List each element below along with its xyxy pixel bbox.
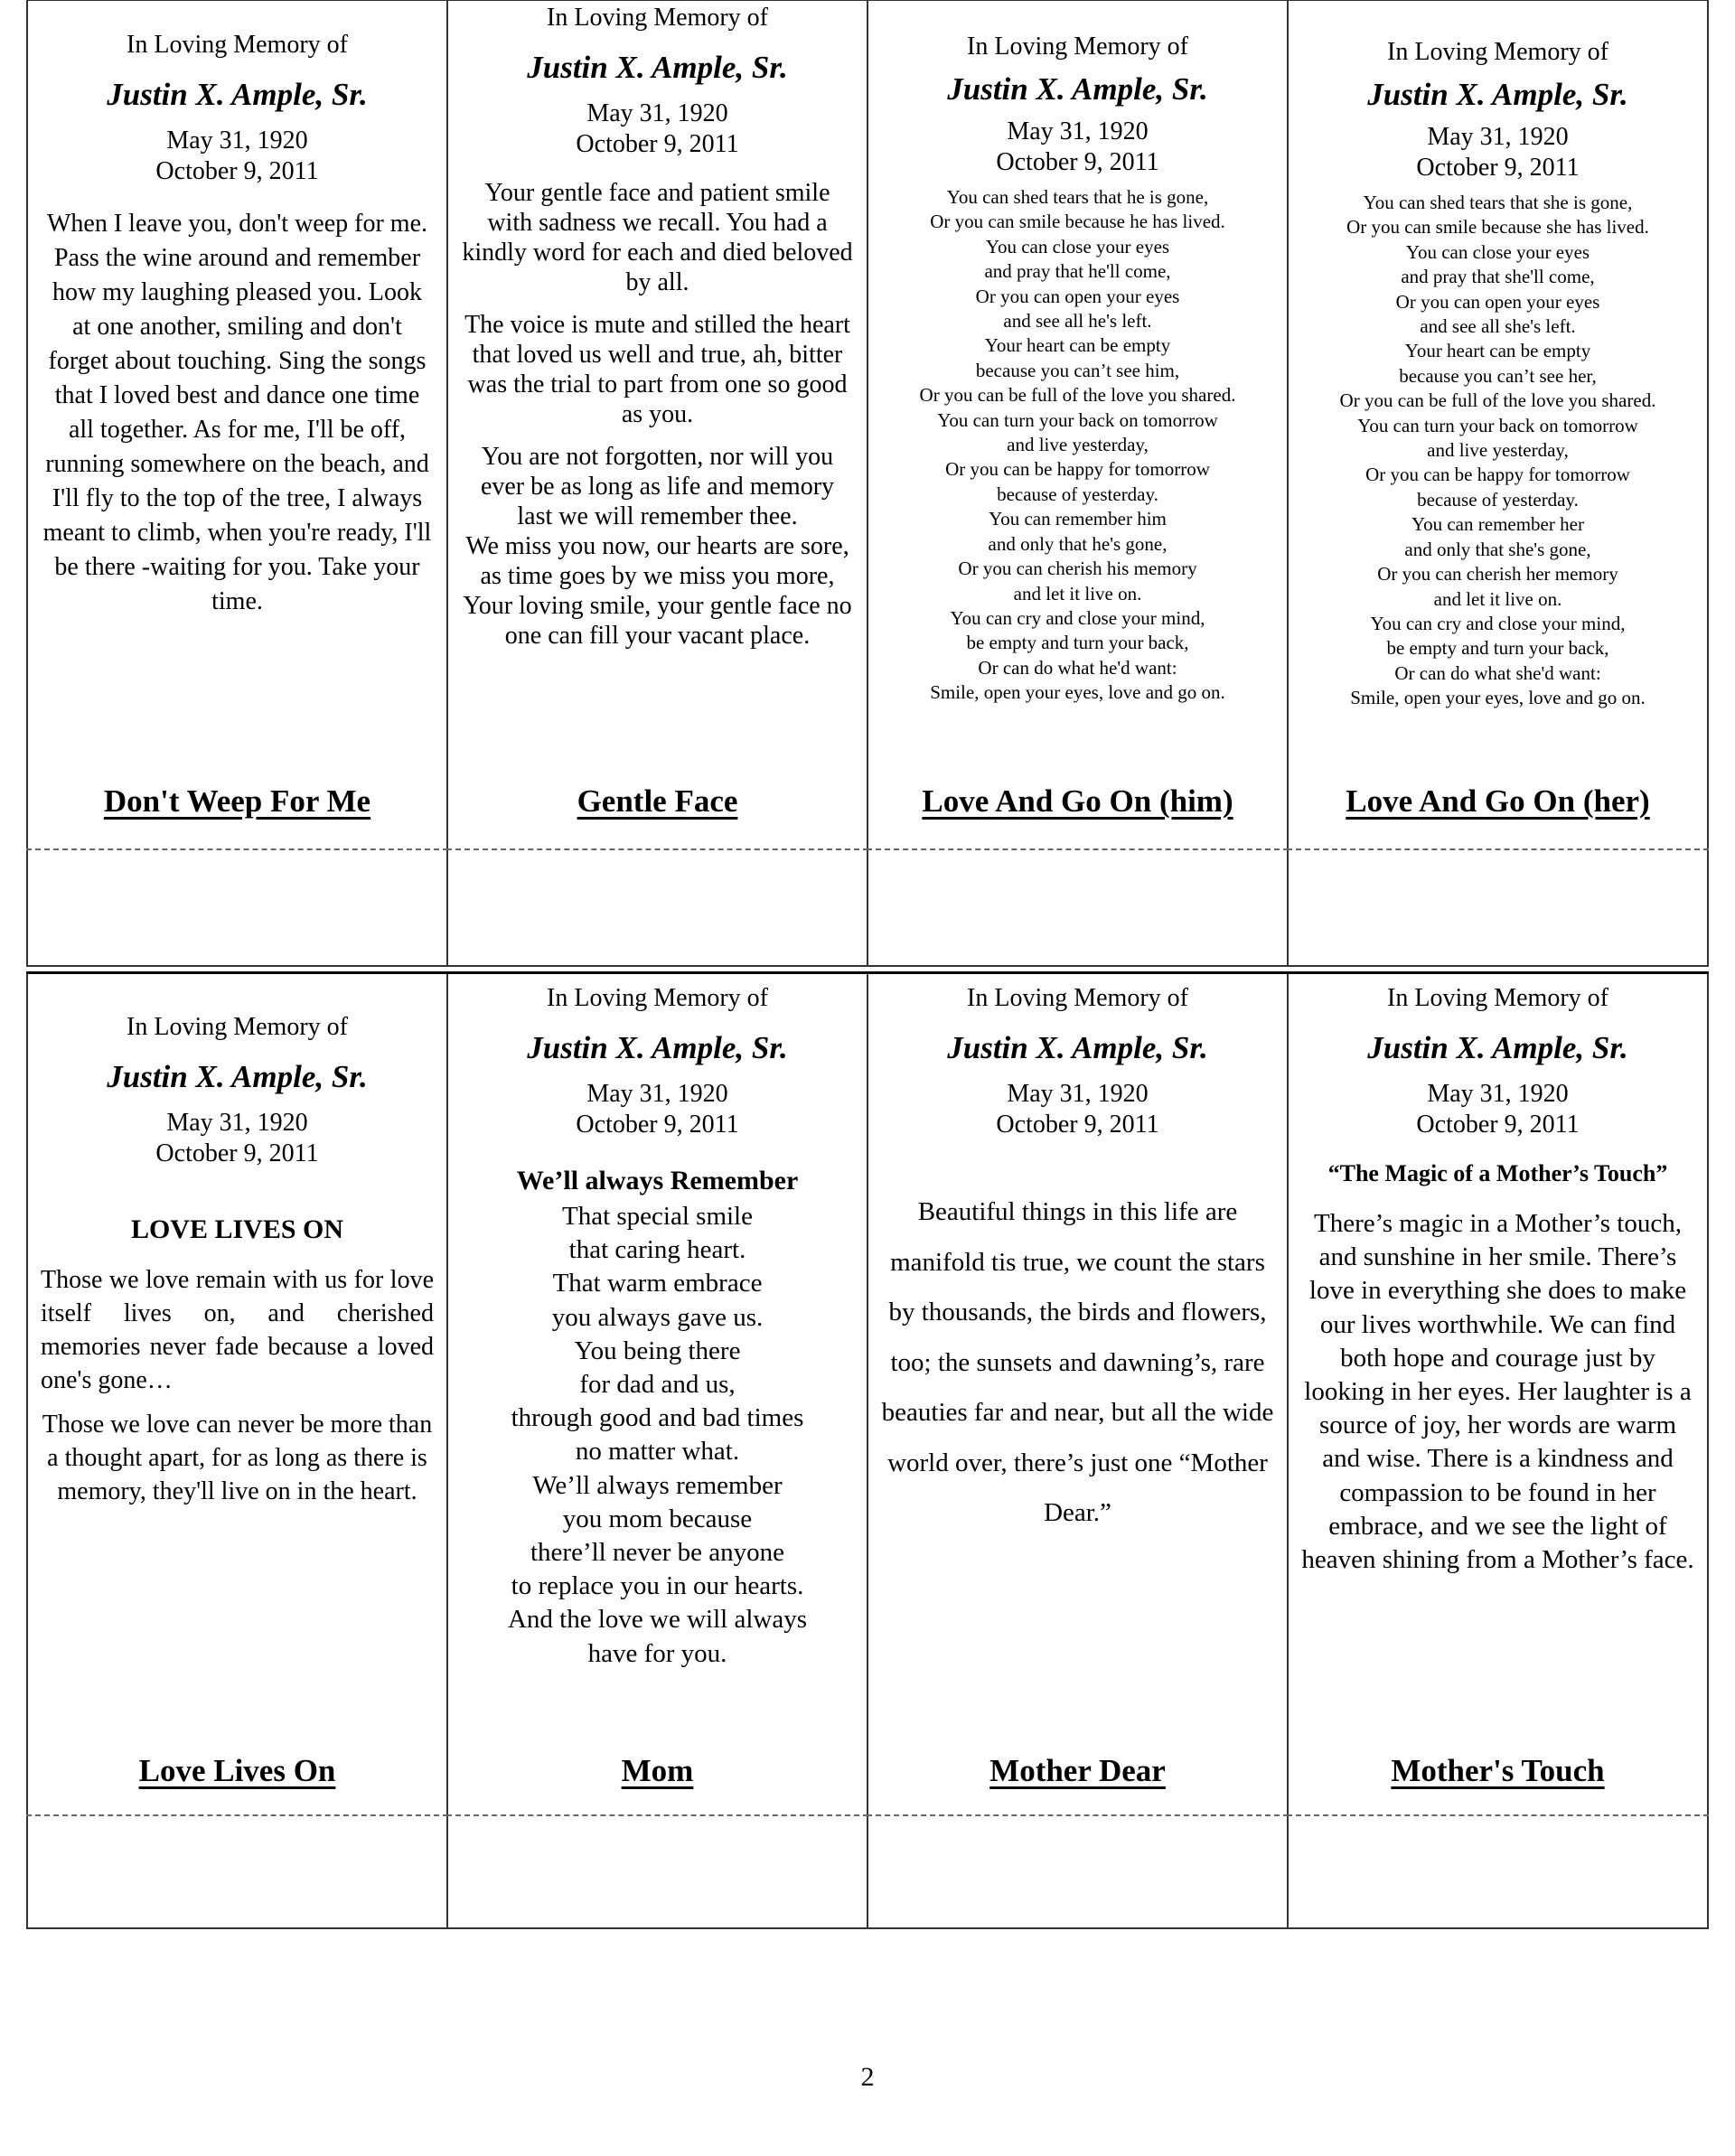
card-name: Justin X. Ample, Sr. <box>107 1059 368 1094</box>
card-name: Justin X. Ample, Sr. <box>1367 77 1628 112</box>
death-date: October 9, 2011 <box>1416 1111 1580 1139</box>
card-title: Mom <box>621 1753 694 1788</box>
birth-date: May 31, 1920 <box>586 99 728 127</box>
card-name: Justin X. Ample, Sr. <box>527 50 788 85</box>
card-title: Love And Go On (him) <box>922 783 1233 819</box>
memorial-card-love-go-on-him <box>868 1 1289 965</box>
poem-paragraph: You are not forgotten, nor will you ever be as long as life and memory last we will remember thee. We miss you now, our hearts are sore, as time goes by we miss you more, Your loving smile, your gentle face no one can fill your vacant place. <box>463 443 852 650</box>
card-name: Justin X. Ample, Sr. <box>527 1030 788 1065</box>
card-lead: In Loving Memory of <box>967 33 1188 61</box>
poem-paragraph: Your gentle face and patient smile with sadness we recall. You had a kindly word for each and died beloved by all. <box>462 179 853 296</box>
card-sheet-bottom <box>26 971 1709 1929</box>
card-dates <box>881 117 1274 178</box>
memorial-card-love-go-on-her <box>1289 1 1707 965</box>
card-dates <box>41 126 434 187</box>
death-date: October 9, 2011 <box>996 1111 1159 1139</box>
poem-text: You can shed tears that she is gone, Or you can smile because she has lived. You can close your eyes and pray that she'll come, Or you can open your eyes and see all she's left. Your heart can be empty because you can’t see her, Or you can be full of the love you shared. You can turn your back on tomorrow and live yesterday, Or you can be happy for tomorrow because of yesterday. You can remember her and only that she's gone, Or you can cherish her memory and let it live on. You can cry and close your mind, be empty and turn your back, Or can do what she'd want: Smile, open your eyes, love and go on. <box>1339 192 1656 709</box>
card-dates <box>41 1108 434 1169</box>
cut-line <box>26 1814 448 1816</box>
card-dates <box>461 98 854 160</box>
card-name: Justin X. Ample, Sr. <box>1367 1030 1628 1065</box>
poem-text: When I leave you, don't weep for me. Pass the wine around and remember how my laughing pleased you. Look at one another, smiling and don't forget about touching. Sing the songs that I loved best and dance one time all together. As for me, I'll be off, running somewhere on the beach, and I'll fly to the top of the tree, I always meant to climb, when you're ready, I'll be there -waiting for you. Take your time. <box>42 210 432 615</box>
cut-line <box>867 1814 1289 1816</box>
card-dates <box>881 1079 1274 1140</box>
death-date: October 9, 2011 <box>576 130 739 158</box>
card-sheet-top <box>26 0 1709 967</box>
memorial-card-mom <box>448 974 868 1927</box>
card-title: Love And Go On (her) <box>1346 783 1650 819</box>
memorial-card-mother-dear <box>868 974 1289 1927</box>
death-date: October 9, 2011 <box>996 148 1159 176</box>
poem-text: Beautiful things in this life are manifold tis true, we count the stars by thousands, the birds and flowers, too; the sunsets and dawning’s, rare beauties far and near, but all the wide world over, there’s just one “Mother Dear.” <box>881 1197 1274 1527</box>
card-dates <box>1301 1079 1694 1140</box>
memorial-card-love-lives-on <box>28 974 448 1927</box>
card-lead: In Loving Memory of <box>127 31 348 59</box>
poem-text: There’s magic in a Mother’s touch, and sunshine in her smile. There’s love in everything she does to make our lives worthwhile. We can find both hope and courage just by looking in her eyes. Her laughter is a source of joy, her words are warm and wise. There is a kindness and compassion to be found in her embrace, and we see the light of heaven shining from a Mother’s face. <box>1301 1209 1694 1575</box>
poem-paragraph: Those we love can never be more than a thought apart, for as long as there is memory, they'll live on in the heart. <box>42 1411 433 1505</box>
birth-date: May 31, 1920 <box>1007 117 1149 145</box>
card-title: Don't Weep For Me <box>103 783 371 819</box>
card-title: Love Lives On <box>138 1753 336 1788</box>
death-date: October 9, 2011 <box>576 1111 739 1139</box>
poem-heading: LOVE LIVES ON <box>130 1214 344 1244</box>
cut-line <box>1287 848 1709 850</box>
birth-date: May 31, 1920 <box>166 1109 308 1137</box>
card-name: Justin X. Ample, Sr. <box>947 1030 1208 1065</box>
memorial-card-mothers-touch <box>1289 974 1707 1927</box>
card-title: Mother Dear <box>989 1753 1166 1788</box>
poem-heading: We’ll always Remember <box>516 1166 799 1195</box>
cut-line <box>446 1814 868 1816</box>
birth-date: May 31, 1920 <box>1007 1080 1149 1108</box>
card-lead: In Loving Memory of <box>1387 984 1608 1012</box>
page-number: 2 <box>860 2062 875 2092</box>
card-dates <box>461 1079 854 1140</box>
birth-date: May 31, 1920 <box>166 127 308 155</box>
card-lead: In Loving Memory of <box>547 984 768 1012</box>
card-title: Mother's Touch <box>1391 1753 1605 1788</box>
death-date: October 9, 2011 <box>155 1139 319 1167</box>
card-lead: In Loving Memory of <box>127 1013 348 1041</box>
poem-heading: “The Magic of a Mother’s Touch” <box>1327 1160 1668 1186</box>
death-date: October 9, 2011 <box>1416 154 1580 182</box>
poem-text: That special smile that caring heart. That warm embrace you always gave us. You being there for dad and us, through good and bad times no matter what. We’ll always remember you mom because there’ll never be anyone to replace you in our hearts. And the love we will always have for you. <box>507 1202 807 1668</box>
poem-paragraph: The voice is mute and stilled the heart that loved us well and true, ah, bitter was the trial to part from one so good as you. <box>464 311 850 428</box>
cut-line <box>446 848 868 850</box>
memorial-card-dont-weep <box>28 1 448 965</box>
cut-line <box>1287 1814 1709 1816</box>
cut-line <box>867 848 1289 850</box>
card-dates <box>1301 122 1694 183</box>
poem-text: You can shed tears that he is gone, Or you can smile because he has lived. You can close your eyes and pray that he'll come, Or you can open your eyes and see all he's left. Your heart can be empty because you can’t see him, Or you can be full of the love you shared. You can turn your back on tomorrow and live yesterday, Or you can be happy for tomorrow because of yesterday. You can remember him and only that he's gone, Or you can cherish his memory and let it live on. You can cry and close your mind, be empty and turn your back, Or can do what he'd want: Smile, open your eyes, love and go on. <box>919 186 1236 704</box>
card-lead: In Loving Memory of <box>1387 38 1608 66</box>
birth-date: May 31, 1920 <box>1427 1080 1569 1108</box>
card-lead: In Loving Memory of <box>547 4 768 32</box>
memorial-card-gentle-face <box>448 1 868 965</box>
card-name: Justin X. Ample, Sr. <box>947 71 1208 107</box>
card-name: Justin X. Ample, Sr. <box>107 77 368 112</box>
death-date: October 9, 2011 <box>155 157 319 185</box>
card-lead: In Loving Memory of <box>967 984 1188 1012</box>
card-title: Gentle Face <box>577 783 738 819</box>
birth-date: May 31, 1920 <box>586 1080 728 1108</box>
birth-date: May 31, 1920 <box>1427 123 1569 151</box>
poem-paragraph: Those we love remain with us for love itself lives on, and cherished memories never fade because a loved one's gone… <box>41 1266 434 1394</box>
cut-line <box>26 848 448 850</box>
